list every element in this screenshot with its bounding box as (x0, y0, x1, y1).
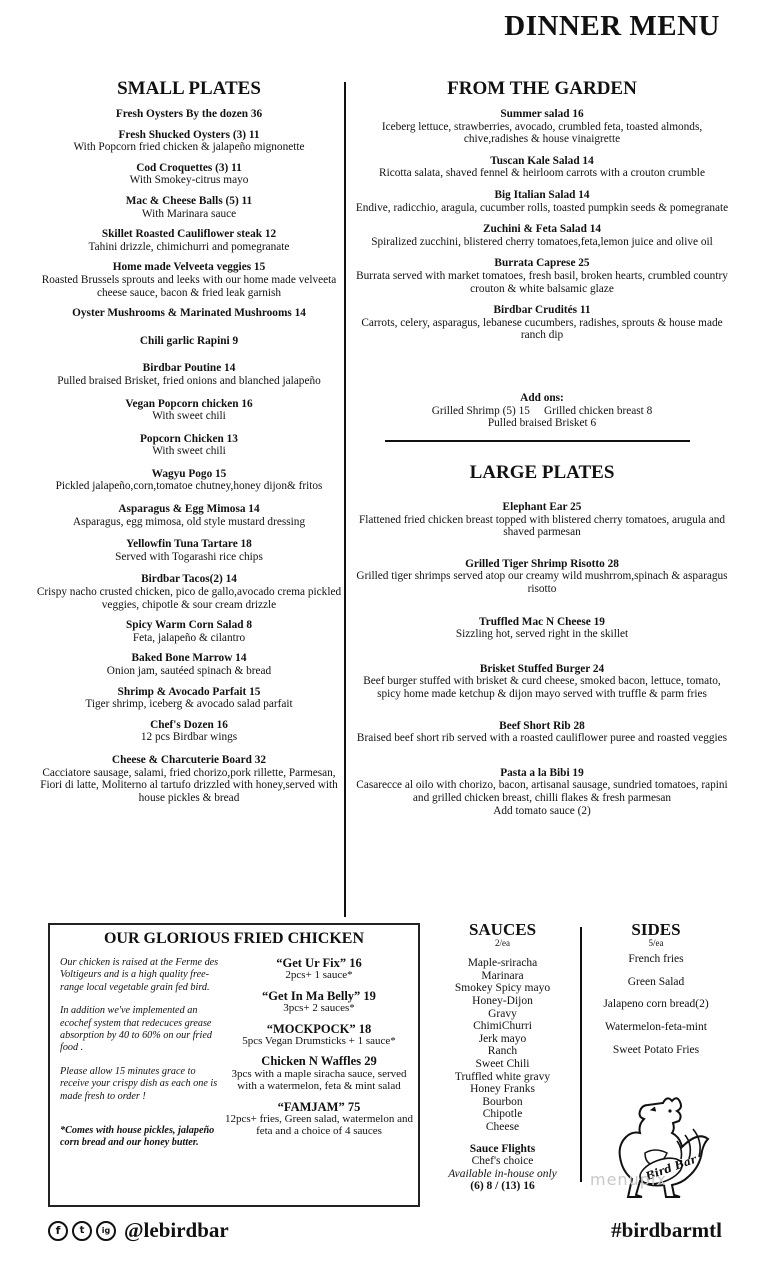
sauce-list (420, 957, 585, 1133)
sauce-item: Ranch (487, 1045, 518, 1058)
sides-title: SIDES (631, 920, 681, 939)
garden-list (350, 108, 734, 342)
menu-item-name: Popcorn Chicken 13 (140, 432, 238, 445)
fried-chicken-item (225, 1101, 413, 1138)
menu-item-desc: Grilled tiger shrimps served atop our creamy wild mushrrom,spinach & asparagus risotto (356, 570, 728, 595)
addons-block (350, 392, 734, 430)
menu-item-name: Truffled Mac N Cheese 19 (479, 615, 605, 628)
hashtag[interactable]: #birdbarmtl (611, 1218, 722, 1242)
addon-shrimp: Grilled Shrimp (5) 15 (431, 404, 530, 417)
fried-chicken-items (225, 957, 413, 1146)
menu-item-desc: Onion jam, sautéed spinach & bread (106, 665, 272, 677)
fried-chicken-title: OUR GLORIOUS FRIED CHICKEN (103, 930, 365, 947)
small-plates-list (30, 108, 348, 804)
menu-item-name: Oyster Mushrooms & Marinated Mushrooms 14 (72, 307, 306, 320)
menu-item-desc: Carrots, celery, asparagus, lebanese cucumbers, radishes, sprouts & house made ranch dip (361, 316, 723, 342)
large-plates-section (350, 462, 734, 484)
menu-item-name: Brisket Stuffed Burger 24 (479, 662, 605, 675)
addons-title: Add ons: (520, 392, 564, 404)
sauce-flights-sub: Chef's choice (471, 1155, 534, 1168)
fried-chicken-item-name: Chicken N Waffles 29 (261, 1054, 377, 1069)
menu-item-extra: Add tomato sauce (2) (493, 804, 591, 817)
menu-item-desc: 12 pcs Birdbar wings (140, 731, 238, 744)
menu-item-name: Fresh Oysters By the dozen 36 (115, 108, 263, 120)
menu-item-desc: Roasted Brussels sprouts and leeks with our home made velveeta cheese sauce, bacon & fried leak garnish (41, 273, 337, 299)
instagram-icon[interactable]: ig (96, 1221, 116, 1241)
menu-item-desc: With sweet chili (152, 410, 226, 423)
menu-item-name: Yellowfin Tuna Tartare 18 (126, 538, 252, 551)
twitter-icon[interactable]: t (72, 1221, 92, 1241)
social-bar (48, 1218, 229, 1243)
small-plates-title: SMALL PLATES (117, 78, 261, 99)
menu-item-desc: Ricotta salata, shaved fennel & heirloom carrots with a crouton crumble (379, 167, 705, 180)
menu-item (350, 663, 734, 701)
addon-brisket: Pulled braised Brisket 6 (487, 417, 597, 430)
sauces-section (420, 920, 585, 1193)
fc-note: In addition we've implemented an ecochef system that redecuces grease absorption by 40 to 60% on our fried food . (60, 1005, 212, 1054)
menu-item-name: Elephant Ear 25 (502, 501, 582, 513)
sauce-item: Smokey Spicy mayo (454, 982, 551, 995)
menu-item (30, 129, 348, 154)
sauce-item: Cheese (485, 1120, 520, 1133)
menu-item-name: Birdbar Crudités 11 (493, 304, 591, 317)
side-list (588, 953, 724, 1056)
menu-item-desc: Pulled braised Brisket, fried onions and blanched jalapeño (57, 374, 321, 387)
menu-item-desc: Crispy nacho crusted chicken, pico de gallo,avocado crema pickled veggies, chipotle & sour cream drizzle (36, 586, 342, 611)
fried-chicken-notes (60, 957, 220, 1161)
fried-chicken-item-desc: 12pcs+ fries, Green salad, watermelon and feta and a choice of 4 sauces (225, 1113, 413, 1138)
sauce-item: ChimiChurri (473, 1020, 532, 1033)
menu-item (30, 652, 348, 677)
sauce-item: Chipotle (482, 1108, 523, 1121)
side-item: French fries (628, 953, 684, 966)
menu-item (350, 558, 734, 596)
fried-chicken-item-desc: 3pcs with a maple siracha sauce, served with a watermelon, feta & mint salad (231, 1067, 407, 1093)
menu-item-name: Beef Short Rib 28 (499, 719, 585, 732)
menu-item (350, 189, 734, 214)
menu-item-desc: Pickled jalapeño,corn,tomatoe chutney,honey dijon& fritos (55, 480, 323, 493)
menu-item-name: Wagyu Pogo 15 (151, 467, 227, 480)
sauces-price: 2/ea (495, 937, 510, 948)
menu-item-desc: Casarecce al oilo with chorizo, bacon, artisanal sausage, sundried tomatoes, rapini and grilled chicken breast, chilli flakes & fresh parmesan (356, 779, 728, 804)
sauce-item: Honey Franks (470, 1083, 535, 1096)
menu-item (350, 155, 734, 180)
sauce-item: Gravy (488, 1007, 517, 1020)
sauce-flights-price: (6) 8 / (13) 16 (470, 1180, 535, 1193)
menu-item-name: Zuchini & Feta Salad 14 (482, 223, 601, 236)
fried-chicken-item-name: “MOCKPOCK” 18 (266, 1021, 372, 1036)
sauce-item: Marinara (481, 969, 524, 982)
sides-section (588, 920, 724, 1066)
menu-item (30, 503, 348, 528)
large-plates-list (350, 501, 734, 817)
side-item: Jalapeno corn bread(2) (603, 998, 709, 1011)
menu-item (30, 335, 348, 348)
sauce-item: Truffled white gravy (454, 1070, 551, 1083)
menu-item-name: Cheese & Charcuterie Board 32 (111, 753, 267, 766)
menu-item-name: Baked Bone Marrow 14 (131, 652, 247, 665)
column-divider (344, 82, 346, 917)
logo-text: Bird Bar (643, 1152, 699, 1184)
sauce-item: Bourbon (482, 1095, 523, 1108)
menu-item-desc: Asparagus, egg mimosa, old style mustard dressing (72, 515, 306, 528)
menu-item-name: Skillet Roasted Cauliflower steak 12 (101, 228, 277, 241)
menu-item-name: Mac & Cheese Balls (5) 11 (125, 194, 253, 207)
menu-item-desc: Burrata served with market tomatoes, fresh basil, broken hearts, crumbled country crouton & white balsamic glaze (356, 269, 728, 295)
menu-item-desc: Beef burger stuffed with brisket & curd cheese, smoked bacon, lettuce, tomato, spicy home made ketchup & dijon mayo served with truffle & parm fries (363, 675, 721, 700)
menu-item (30, 754, 348, 804)
menu-item-name: Shrimp & Avocado Parfait 15 (117, 685, 261, 698)
menu-item-name: Summer salad 16 (500, 108, 584, 120)
menu-item-name: Big Italian Salad 14 (494, 188, 590, 201)
fried-chicken-item-name: “Get Ur Fix” 16 (276, 956, 362, 970)
fried-chicken-item-desc: 5pcs Vegan Drumsticks + 1 sauce* (242, 1035, 396, 1048)
menu-item (30, 261, 348, 299)
sauce-flights-title: Sauce Flights (469, 1142, 536, 1155)
menu-item-desc: Tiger shrimp, iceberg & avocado salad parfait (85, 698, 293, 711)
sauces-title: SAUCES (468, 920, 537, 939)
menu-item (30, 719, 348, 744)
menu-item (350, 304, 734, 342)
menu-item-desc: Feta, jalapeño & cilantro (132, 631, 246, 644)
garden-title: FROM THE GARDEN (447, 78, 637, 99)
menu-item-name: Grilled Tiger Shrimp Risotto 28 (465, 557, 619, 570)
menu-item (30, 619, 348, 644)
fried-chicken-item-name: “Get In Ma Belly” 19 (262, 988, 376, 1003)
fc-note: Our chicken is raised at the Ferme des Voltigeurs and is a high quality free-range local vegetable grain fed bird. (60, 957, 219, 993)
social-handle[interactable]: @lebirdbar (124, 1218, 229, 1242)
menu-item-name: Fresh Shucked Oysters (3) 11 (118, 128, 260, 141)
menu-item (30, 573, 348, 611)
small-plates-section (30, 78, 348, 100)
large-plates-title: LARGE PLATES (469, 462, 615, 483)
menu-item (30, 307, 348, 320)
menu-item (350, 720, 734, 745)
menu-item-desc: Cacciatore sausage, salami, fried chorizo,pork rillette, Parmesan, Fiori di latte, Moliterno al tartufo drizzled with honey,served with house pickles & bread (40, 766, 338, 804)
facebook-icon[interactable]: f (48, 1221, 68, 1241)
menu-item-desc: Endive, radicchio, aragula, cucumber rolls, toasted pumpkin seeds & pomegranate (355, 201, 729, 214)
menu-item (30, 228, 348, 253)
menu-item-name: Tuscan Kale Salad 14 (490, 154, 594, 167)
sauce-item: Maple-sriracha (467, 957, 538, 970)
menu-item-name: Pasta a la Bibi 19 (500, 766, 584, 779)
menu-item (30, 195, 348, 220)
menu-item-name: Birdbar Poutine 14 (142, 362, 236, 375)
side-item: Green Salad (627, 975, 685, 988)
fc-note-bold: *Comes with house pickles, jalapeño corn bread and our honey butter. (60, 1125, 215, 1149)
menu-item-name: Cod Croquettes (3) 11 (136, 161, 242, 174)
sauce-flights-note: Available in-house only (448, 1167, 557, 1180)
menu-item-name: Chili garlic Rapini 9 (139, 334, 239, 347)
menu-item (30, 538, 348, 563)
menu-item (350, 616, 734, 641)
fried-chicken-item-desc: 3pcs+ 2 sauces* (283, 1002, 355, 1015)
menu-item (30, 433, 348, 458)
sauce-item: Jerk mayo (478, 1032, 527, 1045)
menu-item (350, 257, 734, 295)
menu-item-desc: With sweet chili (152, 445, 226, 458)
menu-item-desc: Served with Togarashi rice chips (115, 550, 263, 563)
sauce-item: Honey-Dijon (472, 994, 533, 1007)
addon-chicken: Grilled chicken breast 8 (544, 404, 653, 417)
garden-section (350, 78, 734, 100)
menu-item-name: Burrata Caprese 25 (494, 257, 590, 270)
menu-item (30, 398, 348, 423)
menu-item-desc: Sizzling hot, served right in the skillet (455, 628, 629, 641)
fried-chicken-item (225, 1055, 413, 1092)
menu-item-desc: Flattened fried chicken breast topped with blistered cherry tomatoes, arugula and shaved parmesan (358, 513, 726, 539)
menu-item (350, 223, 734, 248)
fried-chicken-box (48, 923, 420, 1207)
menu-item-name: Home made Velveeta veggies 15 (112, 261, 266, 274)
menu-item (350, 501, 734, 539)
fried-chicken-item (225, 957, 413, 982)
menu-item (30, 362, 348, 387)
menu-item-desc: With Popcorn fried chicken & jalapeño mignonette (73, 141, 305, 154)
menu-item (30, 162, 348, 187)
side-item: Watermelon-feta-mint (605, 1020, 707, 1033)
fried-chicken-item-name: “FAMJAM” 75 (277, 1099, 361, 1114)
menu-item-desc: Iceberg lettuce, strawberries, avocado, crumbled feta, toasted almonds, chive,radishes & house vinaigrette (381, 120, 703, 146)
side-item: Sweet Potato Fries (612, 1043, 700, 1056)
menu-item-desc: Braised beef short rib served with a roasted cauliflower puree and roasted veggies (356, 732, 728, 745)
menu-item-desc: With Smokey-citrus mayo (129, 174, 249, 187)
fried-chicken-item (225, 990, 413, 1015)
watermark-text: menupix (590, 1170, 667, 1189)
menu-item-desc: Tahini drizzle, chimichurri and pomegranate (88, 240, 290, 253)
menu-item (30, 686, 348, 711)
page-title: DINNER MENU (504, 10, 720, 42)
menu-item-name: Asparagus & Egg Mimosa 14 (118, 503, 260, 516)
menu-item-desc: Spiralized zucchini, blistered cherry tomatoes,feta,lemon juice and olive oil (371, 235, 713, 248)
menu-item (30, 108, 348, 121)
menu-item (350, 108, 734, 146)
sides-price: 5/ea (648, 937, 664, 948)
menu-item-name: Spicy Warm Corn Salad 8 (126, 619, 252, 632)
menu-item-name: Vegan Popcorn chicken 16 (125, 397, 253, 410)
menu-item-name: Chef's Dozen 16 (150, 718, 228, 731)
menu-item (350, 767, 734, 817)
garden-divider (385, 440, 690, 442)
fc-note: Please allow 15 minutes grace to receive your crispy dish as each one is made fresh to order ! (60, 1065, 218, 1102)
fried-chicken-item (225, 1023, 413, 1048)
fried-chicken-item-desc: 2pcs+ 1 sauce* (285, 969, 353, 982)
menu-item-name: Birdbar Tacos(2) 14 (141, 573, 237, 586)
menu-item-desc: With Marinara sauce (141, 207, 237, 220)
sauce-item: Sweet Chili (475, 1057, 530, 1070)
menu-item (30, 468, 348, 493)
sauces-sides-divider (580, 927, 582, 1182)
